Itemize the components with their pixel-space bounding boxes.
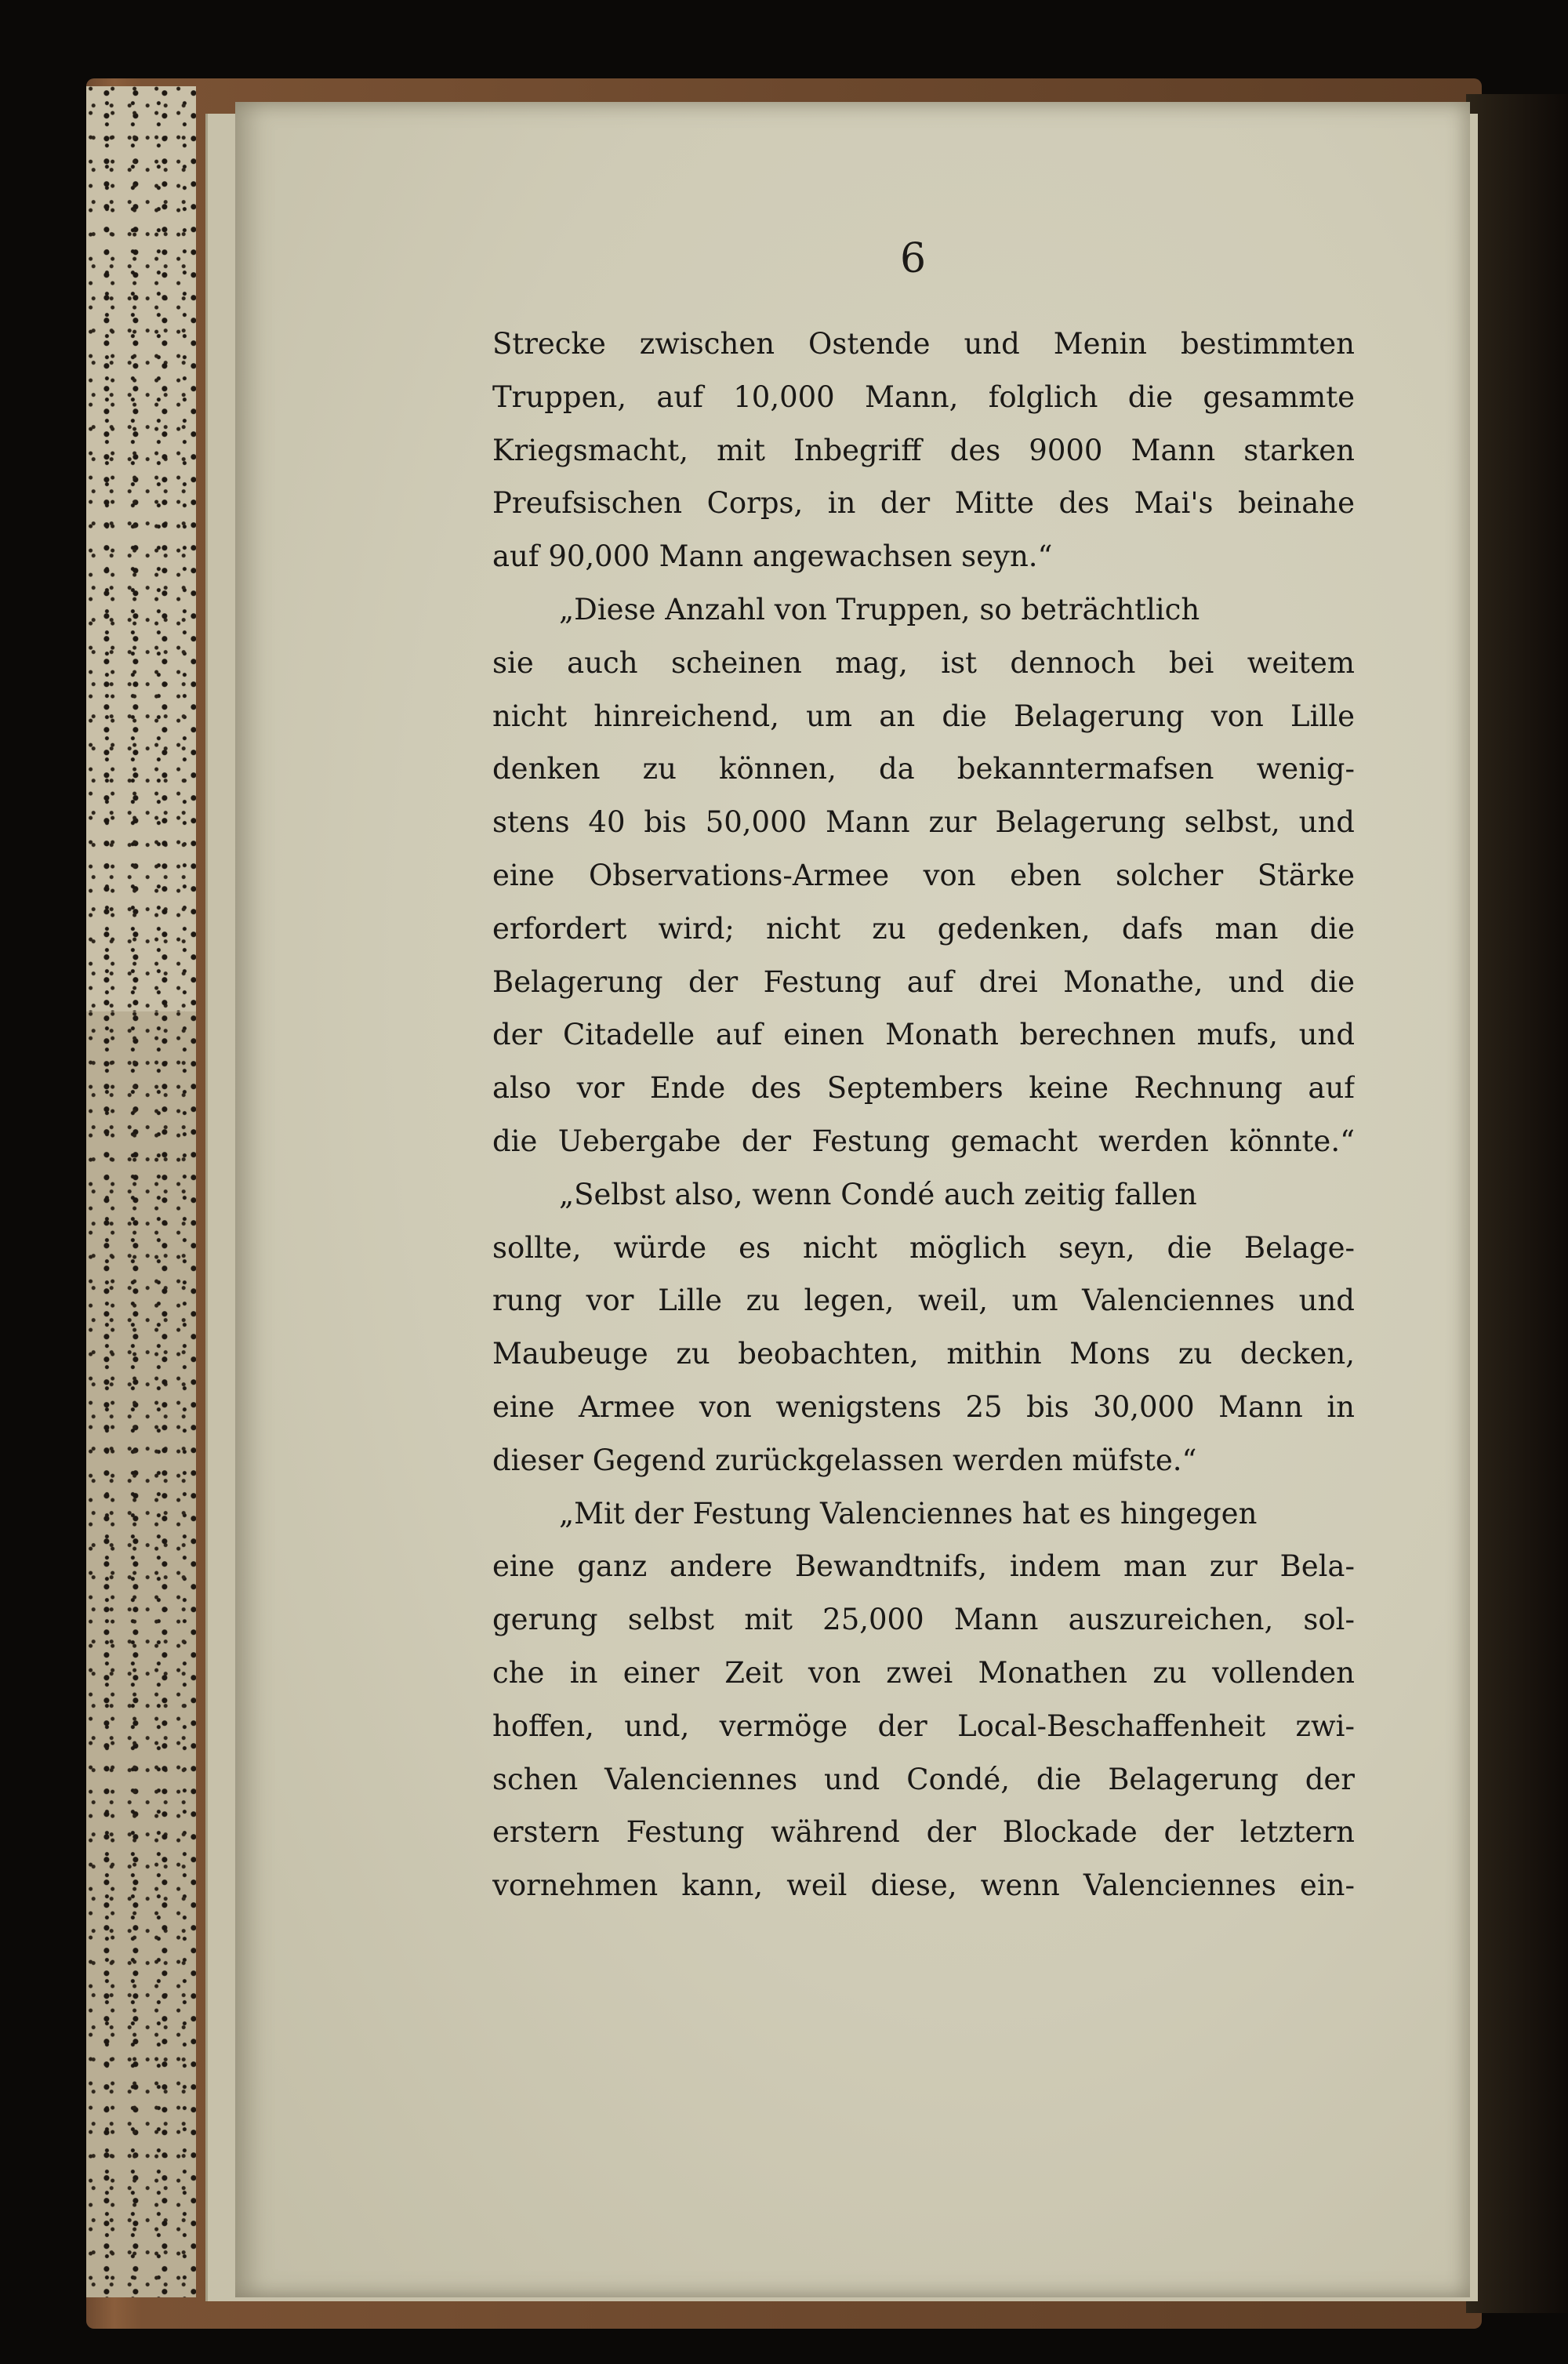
text-line: Truppen, auf 10,000 Mann, folglich die gesammte — [492, 379, 1355, 414]
text-line: Maubeuge zu beobachten, mithin Mons zu decken, — [492, 1337, 1355, 1371]
text-line: gerung selbst mit 25,000 Mann auszureichen, sol- — [492, 1603, 1355, 1637]
text-line: schen Valenciennes und Condé, die Belagerung der — [492, 1762, 1355, 1796]
text-line: eine Armee von wenigstens 25 bis 30,000 Mann in — [492, 1389, 1355, 1424]
page-number: 6 — [900, 235, 927, 282]
text-line: che in einer Zeit von zwei Monathen zu vollenden — [492, 1655, 1355, 1690]
text-line: Kriegsmacht, mit Inbegriff des 9000 Mann starken — [492, 433, 1355, 467]
text-line: hoffen, und, vermöge der Local-Beschaffenheit zwi- — [492, 1709, 1355, 1743]
marbled-endpaper-lower — [86, 1011, 196, 2297]
text-line: erfordert wird; nicht zu gedenken, dafs man die — [492, 911, 1355, 946]
text-line: „Selbst also, wenn Condé auch zeitig fallen — [559, 1177, 1197, 1211]
text-line: sie auch scheinen mag, ist dennoch bei weitem — [492, 645, 1355, 680]
body-text — [492, 318, 1355, 1912]
text-line: vornehmen kann, weil diese, wenn Valenciennes ein- — [492, 1868, 1355, 1903]
text-line: stens 40 bis 50,000 Mann zur Belagerung selbst, und — [492, 805, 1355, 840]
text-line: dieser Gegend zurückgelassen werden müfste.“ — [492, 1443, 1197, 1477]
text-line: Preufsischen Corps, in der Mitte des Mai's beinahe — [492, 486, 1355, 521]
text-line: also vor Ende des Septembers keine Rechnung auf — [492, 1071, 1355, 1106]
text-line: Strecke zwischen Ostende und Menin bestimmten — [492, 327, 1355, 361]
text-line: „Mit der Festung Valenciennes hat es hingegen — [559, 1496, 1258, 1531]
text-line: auf 90,000 Mann angewachsen seyn.“ — [492, 539, 1053, 574]
text-line: eine Observations-Armee von eben solcher Stärke — [492, 858, 1355, 892]
text-line: rung vor Lille zu legen, weil, um Valenciennes und — [492, 1284, 1355, 1318]
text-line: die Uebergabe der Festung gemacht werden könnte.“ — [492, 1124, 1355, 1158]
text-line: der Citadelle auf einen Monath berechnen mufs, und — [492, 1018, 1355, 1052]
right-page-edge — [1466, 94, 1568, 2313]
text-line: erstern Festung während der Blockade der letztern — [492, 1815, 1355, 1850]
text-line: nicht hinreichend, um an die Belagerung von Lille — [492, 699, 1355, 733]
text-line: eine ganz andere Bewandtnifs, indem man zur Bela- — [492, 1549, 1355, 1584]
text-line: Belagerung der Festung auf drei Monathe, und die — [492, 964, 1355, 999]
marbled-endpaper-upper — [86, 86, 196, 1011]
text-line: „Diese Anzahl von Truppen, so beträchtlich — [559, 592, 1200, 626]
text-line: denken zu können, da bekanntermafsen wenig- — [492, 752, 1355, 786]
text-line: sollte, würde es nicht möglich seyn, die Belage- — [492, 1230, 1355, 1265]
